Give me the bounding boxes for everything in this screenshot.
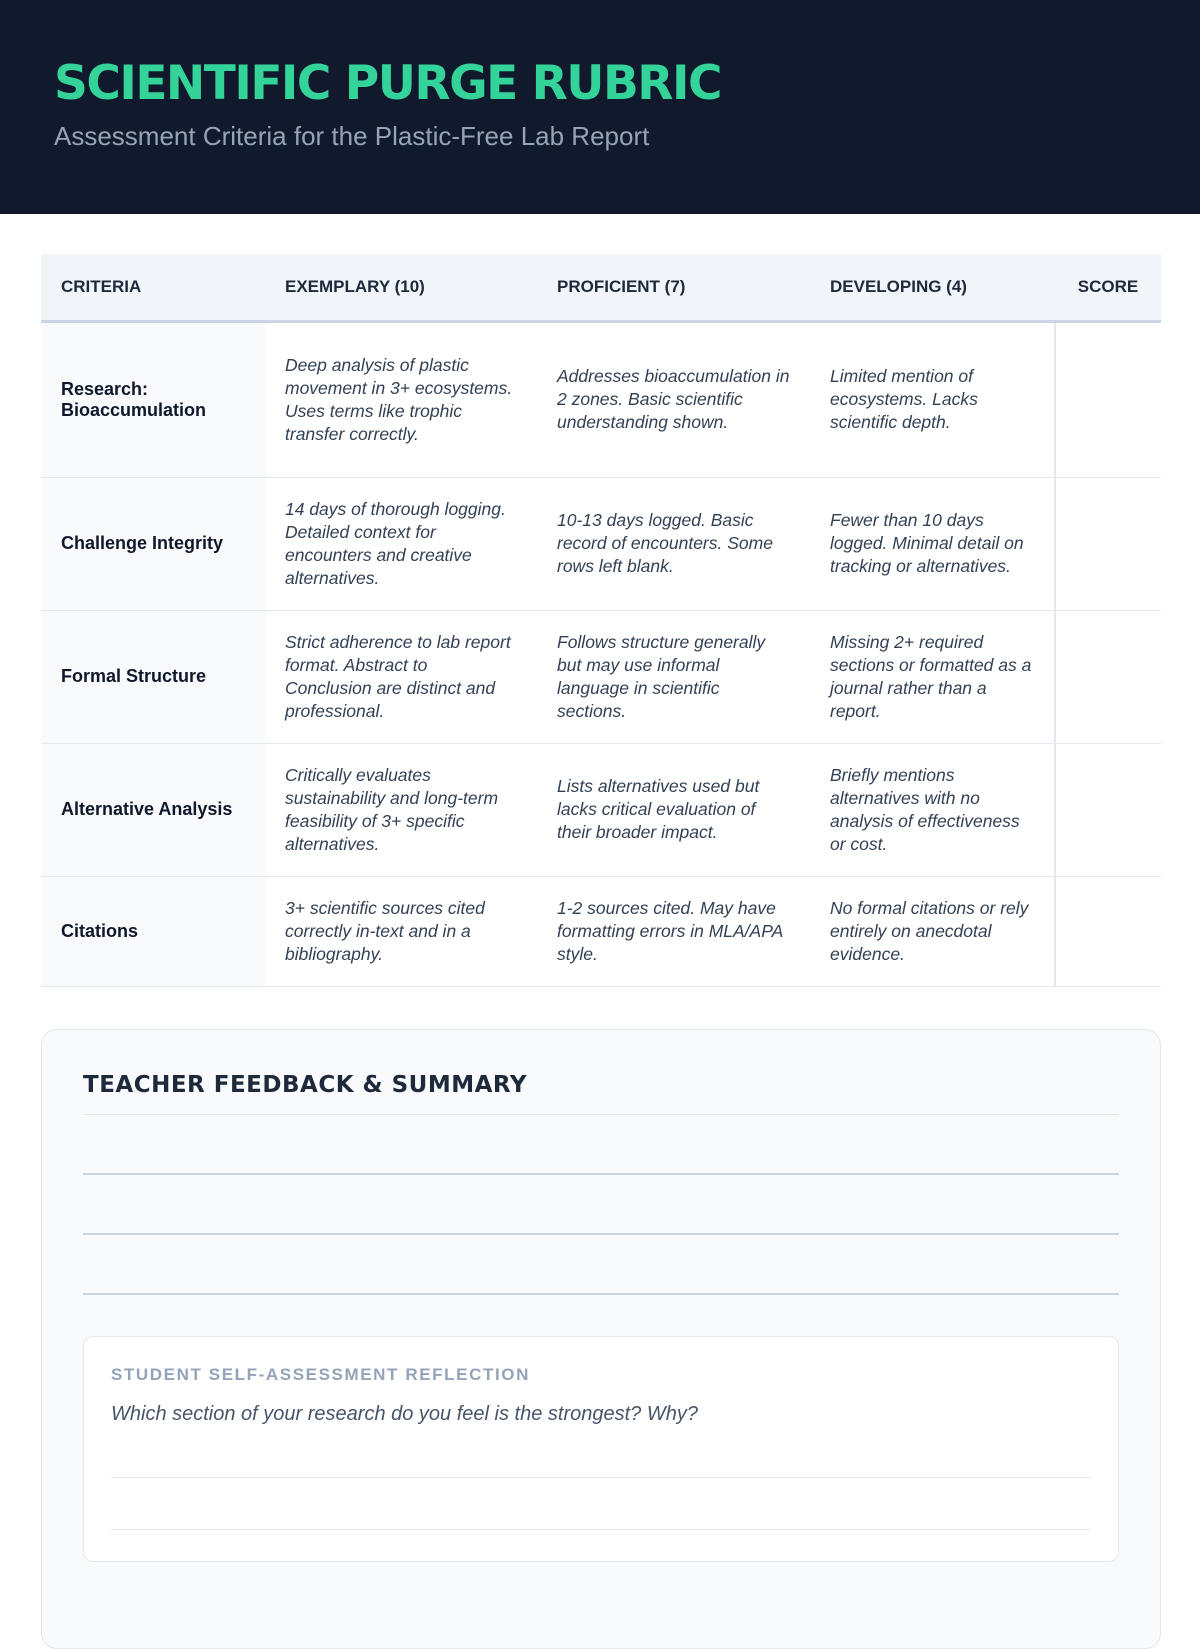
- reflection-label: STUDENT SELF-ASSESSMENT REFLECTION: [111, 1365, 530, 1384]
- header-exemplary: EXEMPLARY (10): [265, 254, 537, 321]
- reflection-question: Which section of your research do you feel is the strongest? Why?: [111, 1403, 698, 1425]
- score-cell[interactable]: [1055, 477, 1161, 610]
- criteria-cell: Alternative Analysis: [41, 743, 265, 876]
- criteria-cell: Citations: [41, 876, 265, 986]
- rubric-row: [41, 477, 1161, 610]
- feedback-writing-line[interactable]: [83, 1175, 1119, 1235]
- rubric-row: [41, 876, 1161, 986]
- criteria-cell: Research: Bioaccumulation: [41, 321, 265, 477]
- exemplary-cell: 14 days of thorough logging. Detailed context for encounters and creative alternatives.: [265, 477, 537, 610]
- rubric-row: [41, 321, 1161, 477]
- score-cell[interactable]: [1055, 743, 1161, 876]
- rubric-row: [41, 610, 1161, 743]
- proficient-cell: Addresses bioaccumulation in 2 zones. Basic scientific understanding shown.: [537, 321, 810, 477]
- page-subtitle: Assessment Criteria for the Plastic-Free Lab Report: [54, 121, 650, 151]
- developing-cell: Briefly mentions alternatives with no analysis of effectiveness or cost.: [810, 743, 1055, 876]
- proficient-cell: 10-13 days logged. Basic record of encounters. Some rows left blank.: [537, 477, 810, 610]
- feedback-writing-line[interactable]: [83, 1115, 1119, 1175]
- feedback-writing-line[interactable]: [83, 1235, 1119, 1295]
- score-cell[interactable]: [1055, 610, 1161, 743]
- exemplary-cell: 3+ scientific sources cited correctly in-text and in a bibliography.: [265, 876, 537, 986]
- proficient-cell: Lists alternatives used but lacks critical evaluation of their broader impact.: [537, 743, 810, 876]
- exemplary-cell: Critically evaluates sustainability and long-term feasibility of 3+ specific alternatives.: [265, 743, 537, 876]
- rubric-row: [41, 743, 1161, 876]
- exemplary-cell: Strict adherence to lab report format. Abstract to Conclusion are distinct and professional.: [265, 610, 537, 743]
- developing-cell: Fewer than 10 days logged. Minimal detail on tracking or alternatives.: [810, 477, 1055, 610]
- proficient-cell: Follows structure generally but may use informal language in scientific sections.: [537, 610, 810, 743]
- self-assessment-box: [83, 1336, 1119, 1562]
- header-score: SCORE: [1055, 254, 1161, 321]
- reflection-writing-line[interactable]: [111, 1426, 1091, 1478]
- developing-cell: Limited mention of ecosystems. Lacks scientific depth.: [810, 321, 1055, 477]
- criteria-cell: Formal Structure: [41, 610, 265, 743]
- page-title: SCIENTIFIC PURGE RUBRIC: [54, 56, 721, 111]
- exemplary-cell: Deep analysis of plastic movement in 3+ ecosystems. Uses terms like trophic transfer correctly.: [265, 321, 537, 477]
- score-cell[interactable]: [1055, 876, 1161, 986]
- proficient-cell: 1-2 sources cited. May have formatting errors in MLA/APA style.: [537, 876, 810, 986]
- teacher-feedback-section: [41, 1029, 1161, 1649]
- page-header: [0, 0, 1200, 214]
- rubric-table: [41, 254, 1161, 987]
- rubric-header-row: [41, 254, 1161, 321]
- score-cell[interactable]: [1055, 321, 1161, 477]
- developing-cell: No formal citations or rely entirely on anecdotal evidence.: [810, 876, 1055, 986]
- rubric-table-container: [41, 254, 1161, 987]
- developing-cell: Missing 2+ required sections or formatted as a journal rather than a report.: [810, 610, 1055, 743]
- feedback-title: TEACHER FEEDBACK & SUMMARY: [83, 1072, 1119, 1115]
- header-developing: DEVELOPING (4): [810, 254, 1055, 321]
- header-proficient: PROFICIENT (7): [537, 254, 810, 321]
- reflection-writing-line[interactable]: [111, 1478, 1091, 1530]
- header-criteria: CRITERIA: [41, 254, 265, 321]
- criteria-cell: Challenge Integrity: [41, 477, 265, 610]
